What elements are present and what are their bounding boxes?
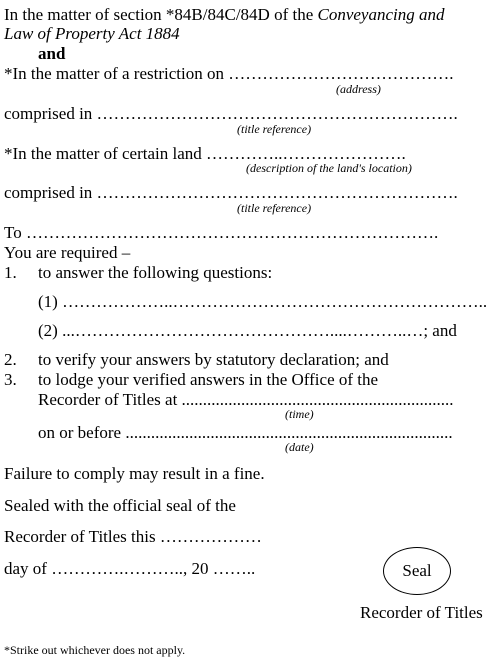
footnote: *Strike out whichever does not apply. (4, 643, 186, 657)
title-reference-caption-2: (title reference) (237, 201, 312, 215)
sealed-line-2: Recorder of Titles this ……………… (4, 527, 262, 546)
land-location-caption: (description of the land's location) (246, 161, 412, 175)
recorder-of-titles-signature: Recorder of Titles (360, 603, 483, 622)
on-or-before-line: on or before ............................................................................. (38, 423, 453, 442)
day-of-line: day of ………….……….., 20 …….. (4, 559, 256, 578)
heading-act-name: Conveyancing and (317, 5, 445, 24)
land-line: *In the matter of certain land …………..…………………. (4, 144, 406, 163)
item-3-number: 3. (4, 370, 17, 389)
time-caption: (time) (285, 407, 314, 421)
item-3-recorder-line: Recorder of Titles at ................................................................ (38, 390, 454, 409)
item-2-number: 2. (4, 350, 17, 369)
date-caption: (date) (285, 440, 314, 454)
comprised-in-line-1: comprised in ………………………………………………………. (4, 104, 458, 123)
item-1-text: to answer the following questions: (38, 263, 273, 282)
heading-line-1 (4, 6, 445, 25)
title-reference-caption-1: (title reference) (237, 122, 312, 136)
seal-label: Seal (402, 561, 432, 580)
comprised-in-line-2: comprised in ………………………………………………………. (4, 183, 458, 202)
item-2-text: to verify your answers by statutory declaration; and (38, 350, 389, 369)
required-line: You are required – (4, 243, 131, 262)
restriction-line: *In the matter of a restriction on …………………………………. (4, 64, 454, 83)
question-1-line: (1) ………………..……………………………………………….. (38, 292, 488, 311)
item-3-text: to lodge your verified answers in the Office of the (38, 370, 379, 389)
sealed-line-1: Sealed with the official seal of the (4, 496, 236, 515)
item-1-number: 1. (4, 263, 17, 282)
to-line: To ………………………………………………………………. (4, 223, 439, 242)
seal-stamp (383, 547, 451, 595)
heading-act-year: Law of Property Act 1884 (4, 24, 180, 43)
question-2-line: (2) ...………………………………………....………..…; and (38, 321, 457, 340)
heading-prefix: In the matter of section *84B/84C/84D of the (4, 5, 318, 24)
address-caption: (address) (336, 82, 381, 96)
heading-and: and (38, 44, 66, 63)
failure-notice: Failure to comply may result in a fine. (4, 464, 265, 483)
